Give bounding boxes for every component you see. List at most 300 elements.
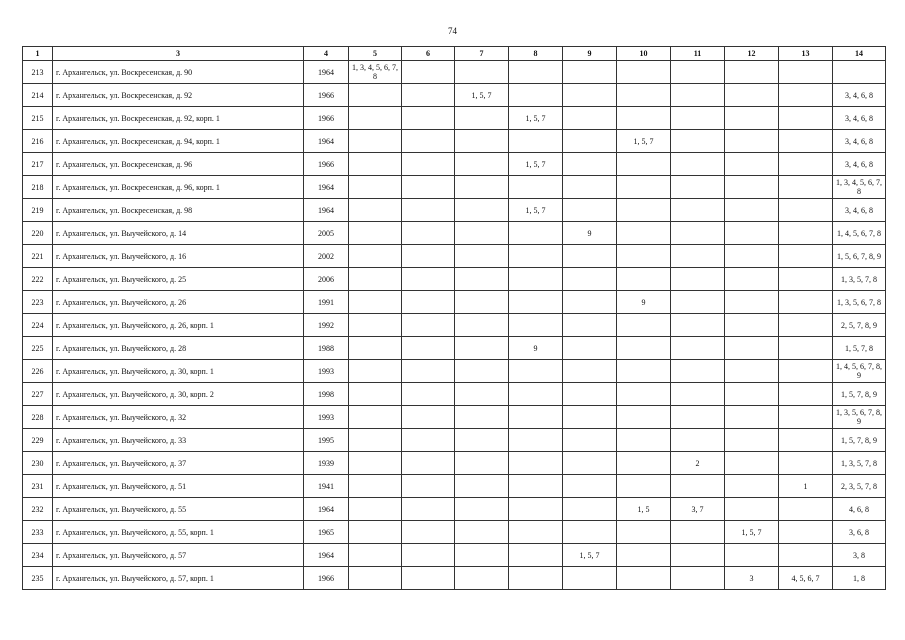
cell-col-6 xyxy=(402,452,455,475)
table-row xyxy=(23,130,886,153)
cell-col-9 xyxy=(563,84,617,107)
cell-col-11 xyxy=(671,153,725,176)
cell-col-13 xyxy=(779,130,833,153)
row-number-cell: 216 xyxy=(23,130,53,153)
cell-col-10 xyxy=(617,176,671,199)
address-cell: г. Архангельск, ул. Выучейского, д. 57, корп. 1 xyxy=(53,567,304,590)
cell-col-11 xyxy=(671,314,725,337)
address-cell: г. Архангельск, ул. Выучейского, д. 55, корп. 1 xyxy=(53,521,304,544)
row-number-cell: 215 xyxy=(23,107,53,130)
year-cell: 1966 xyxy=(304,153,349,176)
cell-col-9 xyxy=(563,314,617,337)
cell-col-5 xyxy=(349,383,402,406)
cell-col-6 xyxy=(402,176,455,199)
cell-col-14: 1, 5, 7, 8, 9 xyxy=(833,429,886,452)
year-cell: 1995 xyxy=(304,429,349,452)
cell-col-6 xyxy=(402,130,455,153)
cell-col-10 xyxy=(617,567,671,590)
cell-col-9 xyxy=(563,153,617,176)
cell-col-12 xyxy=(725,153,779,176)
address-cell: г. Архангельск, ул. Воскресенская, д. 92 xyxy=(53,84,304,107)
row-number-cell: 231 xyxy=(23,475,53,498)
table-row xyxy=(23,429,886,452)
cell-col-13 xyxy=(779,222,833,245)
column-header-1: 1 xyxy=(23,47,53,61)
cell-col-7: 1, 5, 7 xyxy=(455,84,509,107)
cell-col-13 xyxy=(779,544,833,567)
year-cell: 1991 xyxy=(304,291,349,314)
row-number-cell: 232 xyxy=(23,498,53,521)
cell-col-6 xyxy=(402,383,455,406)
address-cell: г. Архангельск, ул. Выучейского, д. 16 xyxy=(53,245,304,268)
cell-col-9 xyxy=(563,245,617,268)
column-header-8: 8 xyxy=(509,47,563,61)
cell-col-11 xyxy=(671,383,725,406)
table-row xyxy=(23,199,886,222)
cell-col-5 xyxy=(349,475,402,498)
cell-col-9 xyxy=(563,567,617,590)
cell-col-14: 1, 3, 5, 7, 8 xyxy=(833,452,886,475)
cell-col-12 xyxy=(725,199,779,222)
row-number-cell: 235 xyxy=(23,567,53,590)
cell-col-9 xyxy=(563,61,617,84)
cell-col-11 xyxy=(671,222,725,245)
cell-col-9 xyxy=(563,452,617,475)
cell-col-11 xyxy=(671,360,725,383)
cell-col-6 xyxy=(402,84,455,107)
cell-col-13 xyxy=(779,61,833,84)
address-cell: г. Архангельск, ул. Воскресенская, д. 98 xyxy=(53,199,304,222)
cell-col-5 xyxy=(349,222,402,245)
table-body xyxy=(23,61,886,590)
cell-col-14: 3, 4, 6, 8 xyxy=(833,107,886,130)
cell-col-5 xyxy=(349,429,402,452)
cell-col-5 xyxy=(349,84,402,107)
column-header-5: 5 xyxy=(349,47,402,61)
address-cell: г. Архангельск, ул. Выучейского, д. 25 xyxy=(53,268,304,291)
cell-col-7 xyxy=(455,452,509,475)
cell-col-12: 3 xyxy=(725,567,779,590)
cell-col-9 xyxy=(563,291,617,314)
table-row xyxy=(23,107,886,130)
cell-col-7 xyxy=(455,222,509,245)
cell-col-14: 1, 3, 5, 6, 7, 8 xyxy=(833,291,886,314)
address-cell: г. Архангельск, ул. Выучейского, д. 51 xyxy=(53,475,304,498)
cell-col-5 xyxy=(349,130,402,153)
cell-col-6 xyxy=(402,406,455,429)
address-cell: г. Архангельск, ул. Выучейского, д. 28 xyxy=(53,337,304,360)
table-row xyxy=(23,84,886,107)
cell-col-11 xyxy=(671,567,725,590)
address-cell: г. Архангельск, ул. Выучейского, д. 26, корп. 1 xyxy=(53,314,304,337)
address-cell: г. Архангельск, ул. Выучейского, д. 37 xyxy=(53,452,304,475)
cell-col-9 xyxy=(563,383,617,406)
cell-col-5 xyxy=(349,245,402,268)
row-number-cell: 220 xyxy=(23,222,53,245)
cell-col-7 xyxy=(455,521,509,544)
cell-col-10 xyxy=(617,406,671,429)
cell-col-6 xyxy=(402,268,455,291)
year-cell: 1966 xyxy=(304,84,349,107)
cell-col-14: 3, 4, 6, 8 xyxy=(833,84,886,107)
cell-col-5 xyxy=(349,268,402,291)
cell-col-9 xyxy=(563,406,617,429)
cell-col-8 xyxy=(509,452,563,475)
cell-col-6 xyxy=(402,291,455,314)
cell-col-11 xyxy=(671,521,725,544)
cell-col-13 xyxy=(779,406,833,429)
cell-col-7 xyxy=(455,429,509,452)
row-number-cell: 227 xyxy=(23,383,53,406)
year-cell: 1939 xyxy=(304,452,349,475)
row-number-cell: 219 xyxy=(23,199,53,222)
cell-col-8 xyxy=(509,291,563,314)
cell-col-10: 9 xyxy=(617,291,671,314)
cell-col-6 xyxy=(402,360,455,383)
cell-col-7 xyxy=(455,360,509,383)
cell-col-10 xyxy=(617,107,671,130)
column-header-13: 13 xyxy=(779,47,833,61)
column-header-11: 11 xyxy=(671,47,725,61)
cell-col-9: 1, 5, 7 xyxy=(563,544,617,567)
cell-col-10 xyxy=(617,544,671,567)
row-number-cell: 226 xyxy=(23,360,53,383)
cell-col-14 xyxy=(833,61,886,84)
cell-col-8 xyxy=(509,567,563,590)
column-header-7: 7 xyxy=(455,47,509,61)
cell-col-11 xyxy=(671,245,725,268)
cell-col-8 xyxy=(509,84,563,107)
cell-col-12 xyxy=(725,130,779,153)
year-cell: 1993 xyxy=(304,360,349,383)
cell-col-10 xyxy=(617,199,671,222)
cell-col-7 xyxy=(455,107,509,130)
cell-col-7 xyxy=(455,61,509,84)
cell-col-12 xyxy=(725,498,779,521)
header-row xyxy=(23,47,886,61)
cell-col-5 xyxy=(349,107,402,130)
cell-col-8 xyxy=(509,360,563,383)
row-number-cell: 225 xyxy=(23,337,53,360)
row-number-cell: 234 xyxy=(23,544,53,567)
address-cell: г. Архангельск, ул. Выучейского, д. 57 xyxy=(53,544,304,567)
cell-col-13 xyxy=(779,452,833,475)
cell-col-8 xyxy=(509,268,563,291)
cell-col-13: 4, 5, 6, 7 xyxy=(779,567,833,590)
cell-col-13 xyxy=(779,268,833,291)
cell-col-7 xyxy=(455,199,509,222)
cell-col-8: 1, 5, 7 xyxy=(509,107,563,130)
cell-col-11 xyxy=(671,544,725,567)
cell-col-14: 1, 5, 6, 7, 8, 9 xyxy=(833,245,886,268)
column-header-6: 6 xyxy=(402,47,455,61)
cell-col-14: 1, 5, 7, 8 xyxy=(833,337,886,360)
cell-col-5: 1, 3, 4, 5, 6, 7, 8 xyxy=(349,61,402,84)
cell-col-10 xyxy=(617,452,671,475)
table-row xyxy=(23,222,886,245)
cell-col-6 xyxy=(402,521,455,544)
cell-col-10 xyxy=(617,153,671,176)
cell-col-12 xyxy=(725,245,779,268)
cell-col-12 xyxy=(725,544,779,567)
cell-col-5 xyxy=(349,153,402,176)
cell-col-10 xyxy=(617,61,671,84)
year-cell: 1965 xyxy=(304,521,349,544)
row-number-cell: 221 xyxy=(23,245,53,268)
table-row xyxy=(23,475,886,498)
cell-col-12 xyxy=(725,84,779,107)
cell-col-7 xyxy=(455,567,509,590)
cell-col-8 xyxy=(509,429,563,452)
cell-col-11 xyxy=(671,84,725,107)
year-cell: 1941 xyxy=(304,475,349,498)
cell-col-7 xyxy=(455,268,509,291)
address-cell: г. Архангельск, ул. Выучейского, д. 14 xyxy=(53,222,304,245)
cell-col-9 xyxy=(563,268,617,291)
cell-col-11: 3, 7 xyxy=(671,498,725,521)
cell-col-7 xyxy=(455,245,509,268)
year-cell: 1964 xyxy=(304,61,349,84)
cell-col-13 xyxy=(779,498,833,521)
cell-col-12 xyxy=(725,107,779,130)
cell-col-7 xyxy=(455,544,509,567)
row-number-cell: 217 xyxy=(23,153,53,176)
cell-col-11 xyxy=(671,429,725,452)
cell-col-8 xyxy=(509,314,563,337)
address-cell: г. Архангельск, ул. Выучейского, д. 55 xyxy=(53,498,304,521)
cell-col-11 xyxy=(671,107,725,130)
address-cell: г. Архангельск, ул. Выучейского, д. 30, корп. 1 xyxy=(53,360,304,383)
cell-col-11 xyxy=(671,475,725,498)
table-row xyxy=(23,544,886,567)
cell-col-5 xyxy=(349,199,402,222)
cell-col-14: 1, 3, 5, 7, 8 xyxy=(833,268,886,291)
cell-col-10 xyxy=(617,337,671,360)
cell-col-6 xyxy=(402,153,455,176)
year-cell: 2005 xyxy=(304,222,349,245)
row-number-cell: 214 xyxy=(23,84,53,107)
cell-col-8 xyxy=(509,521,563,544)
year-cell: 2002 xyxy=(304,245,349,268)
cell-col-13 xyxy=(779,383,833,406)
cell-col-6 xyxy=(402,337,455,360)
table-row xyxy=(23,337,886,360)
cell-col-9 xyxy=(563,498,617,521)
address-cell: г. Архангельск, ул. Выучейского, д. 33 xyxy=(53,429,304,452)
table-row xyxy=(23,245,886,268)
cell-col-5 xyxy=(349,337,402,360)
year-cell: 1993 xyxy=(304,406,349,429)
cell-col-8 xyxy=(509,245,563,268)
cell-col-11 xyxy=(671,268,725,291)
column-header-10: 10 xyxy=(617,47,671,61)
cell-col-10 xyxy=(617,360,671,383)
cell-col-7 xyxy=(455,314,509,337)
cell-col-9 xyxy=(563,360,617,383)
cell-col-8: 9 xyxy=(509,337,563,360)
cell-col-9 xyxy=(563,107,617,130)
cell-col-12: 1, 5, 7 xyxy=(725,521,779,544)
cell-col-7 xyxy=(455,406,509,429)
cell-col-9: 9 xyxy=(563,222,617,245)
cell-col-13 xyxy=(779,521,833,544)
cell-col-7 xyxy=(455,337,509,360)
row-number-cell: 222 xyxy=(23,268,53,291)
cell-col-10 xyxy=(617,84,671,107)
address-cell: г. Архангельск, ул. Воскресенская, д. 96 xyxy=(53,153,304,176)
cell-col-13 xyxy=(779,360,833,383)
cell-col-10: 1, 5 xyxy=(617,498,671,521)
year-cell: 1964 xyxy=(304,199,349,222)
row-number-cell: 229 xyxy=(23,429,53,452)
cell-col-8 xyxy=(509,406,563,429)
cell-col-13 xyxy=(779,314,833,337)
cell-col-7 xyxy=(455,291,509,314)
cell-col-5 xyxy=(349,452,402,475)
cell-col-12 xyxy=(725,475,779,498)
cell-col-10 xyxy=(617,521,671,544)
cell-col-5 xyxy=(349,314,402,337)
row-number-cell: 230 xyxy=(23,452,53,475)
cell-col-5 xyxy=(349,360,402,383)
year-cell: 1964 xyxy=(304,544,349,567)
cell-col-13 xyxy=(779,84,833,107)
cell-col-9 xyxy=(563,429,617,452)
address-cell: г. Архангельск, ул. Воскресенская, д. 90 xyxy=(53,61,304,84)
cell-col-11 xyxy=(671,337,725,360)
cell-col-8 xyxy=(509,383,563,406)
cell-col-6 xyxy=(402,567,455,590)
cell-col-12 xyxy=(725,176,779,199)
cell-col-10 xyxy=(617,314,671,337)
cell-col-14: 1, 5, 7, 8, 9 xyxy=(833,383,886,406)
cell-col-6 xyxy=(402,199,455,222)
cell-col-14: 2, 5, 7, 8, 9 xyxy=(833,314,886,337)
cell-col-14: 3, 4, 6, 8 xyxy=(833,199,886,222)
cell-col-5 xyxy=(349,567,402,590)
table-row xyxy=(23,452,886,475)
cell-col-13 xyxy=(779,291,833,314)
cell-col-6 xyxy=(402,429,455,452)
row-number-cell: 223 xyxy=(23,291,53,314)
year-cell: 1988 xyxy=(304,337,349,360)
row-number-cell: 213 xyxy=(23,61,53,84)
cell-col-7 xyxy=(455,153,509,176)
cell-col-9 xyxy=(563,337,617,360)
year-cell: 1966 xyxy=(304,107,349,130)
cell-col-11 xyxy=(671,406,725,429)
table-row xyxy=(23,153,886,176)
cell-col-12 xyxy=(725,337,779,360)
year-cell: 1964 xyxy=(304,130,349,153)
cell-col-6 xyxy=(402,61,455,84)
cell-col-6 xyxy=(402,475,455,498)
cell-col-7 xyxy=(455,130,509,153)
year-cell: 1966 xyxy=(304,567,349,590)
row-number-cell: 218 xyxy=(23,176,53,199)
table-row xyxy=(23,498,886,521)
page-number: 74 xyxy=(448,26,457,36)
cell-col-14: 1, 8 xyxy=(833,567,886,590)
column-header-4: 4 xyxy=(304,47,349,61)
cell-col-5 xyxy=(349,521,402,544)
cell-col-10 xyxy=(617,429,671,452)
cell-col-14: 3, 4, 6, 8 xyxy=(833,153,886,176)
cell-col-7 xyxy=(455,498,509,521)
address-cell: г. Архангельск, ул. Воскресенская, д. 96, корп. 1 xyxy=(53,176,304,199)
cell-col-11 xyxy=(671,291,725,314)
column-header-9: 9 xyxy=(563,47,617,61)
cell-col-13: 1 xyxy=(779,475,833,498)
address-cell: г. Архангельск, ул. Воскресенская, д. 94, корп. 1 xyxy=(53,130,304,153)
cell-col-5 xyxy=(349,544,402,567)
cell-col-6 xyxy=(402,222,455,245)
cell-col-13 xyxy=(779,245,833,268)
cell-col-13 xyxy=(779,199,833,222)
cell-col-8 xyxy=(509,130,563,153)
column-header-3: 3 xyxy=(53,47,304,61)
cell-col-5 xyxy=(349,176,402,199)
table-row xyxy=(23,383,886,406)
column-header-14: 14 xyxy=(833,47,886,61)
cell-col-14: 1, 4, 5, 6, 7, 8 xyxy=(833,222,886,245)
cell-col-8 xyxy=(509,475,563,498)
cell-col-9 xyxy=(563,475,617,498)
address-cell: г. Архангельск, ул. Выучейского, д. 26 xyxy=(53,291,304,314)
table-row xyxy=(23,567,886,590)
cell-col-6 xyxy=(402,498,455,521)
cell-col-12 xyxy=(725,429,779,452)
table-row xyxy=(23,176,886,199)
cell-col-8 xyxy=(509,222,563,245)
cell-col-11 xyxy=(671,130,725,153)
table-row xyxy=(23,61,886,84)
cell-col-5 xyxy=(349,291,402,314)
cell-col-14: 3, 6, 8 xyxy=(833,521,886,544)
address-cell: г. Архангельск, ул. Выучейского, д. 32 xyxy=(53,406,304,429)
cell-col-11: 2 xyxy=(671,452,725,475)
cell-col-14: 1, 3, 5, 6, 7, 8, 9 xyxy=(833,406,886,429)
cell-col-12 xyxy=(725,314,779,337)
cell-col-8 xyxy=(509,176,563,199)
cell-col-9 xyxy=(563,176,617,199)
cell-col-10 xyxy=(617,475,671,498)
cell-col-14: 3, 4, 6, 8 xyxy=(833,130,886,153)
row-number-cell: 228 xyxy=(23,406,53,429)
table-row xyxy=(23,268,886,291)
cell-col-12 xyxy=(725,61,779,84)
cell-col-13 xyxy=(779,429,833,452)
cell-col-5 xyxy=(349,498,402,521)
year-cell: 1992 xyxy=(304,314,349,337)
cell-col-7 xyxy=(455,176,509,199)
cell-col-10 xyxy=(617,383,671,406)
address-cell: г. Архангельск, ул. Воскресенская, д. 92, корп. 1 xyxy=(53,107,304,130)
cell-col-5 xyxy=(349,406,402,429)
year-cell: 2006 xyxy=(304,268,349,291)
cell-col-10 xyxy=(617,268,671,291)
cell-col-9 xyxy=(563,199,617,222)
cell-col-7 xyxy=(455,383,509,406)
cell-col-8: 1, 5, 7 xyxy=(509,153,563,176)
table-row xyxy=(23,314,886,337)
cell-col-8 xyxy=(509,498,563,521)
row-number-cell: 233 xyxy=(23,521,53,544)
address-cell: г. Архангельск, ул. Выучейского, д. 30, корп. 2 xyxy=(53,383,304,406)
cell-col-9 xyxy=(563,130,617,153)
cell-col-6 xyxy=(402,107,455,130)
row-number-cell: 224 xyxy=(23,314,53,337)
